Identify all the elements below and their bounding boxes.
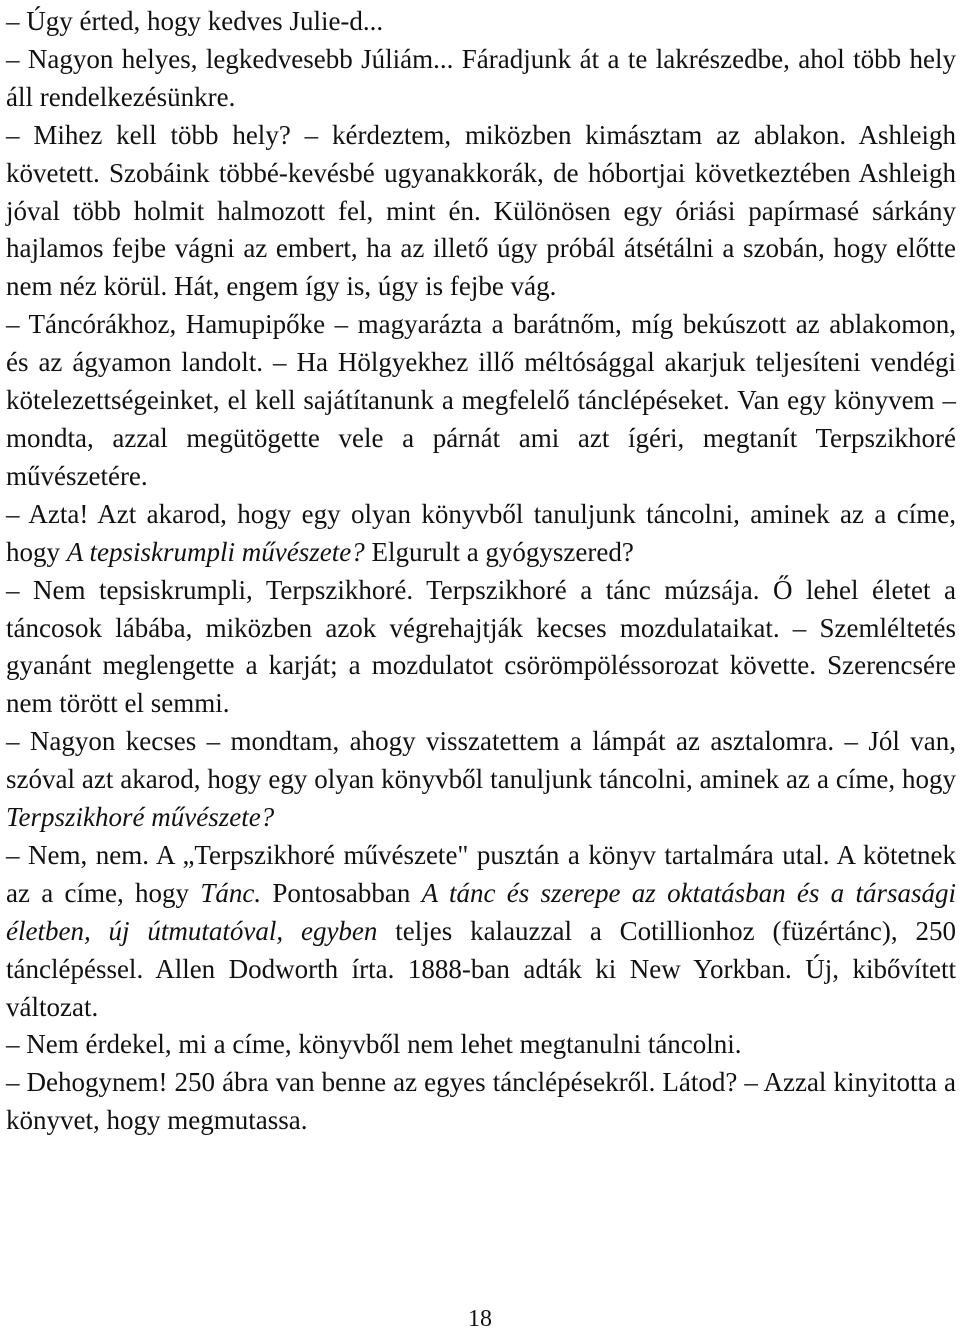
paragraph-text: Pontosabban: [261, 877, 422, 908]
book-title-italic: A tánc és szerepe az oktatásban és a társasági életben, új útmutatóval, egyben: [6, 877, 956, 946]
paragraph-text: teljes kalauzzal a Cotillionhoz (füzértánc), 250 tánclépéssel. Allen Dodworth írta. 1888-ban adták ki New Yorkban. Új, kibővített változat.: [6, 915, 956, 1022]
paragraph-text: Elgurult a gyógyszered?: [364, 536, 634, 567]
page-number: 18: [468, 1306, 492, 1332]
paragraph-text: – Nagyon helyes, legkedvesebb Júliám... Fáradjunk át a te lakrészedbe, ahol több hely áll rendelkezésünkre.: [6, 43, 956, 112]
paragraph-text: – Nem tepsiskrumpli, Terpszikhoré. Terpszikhoré a tánc múzsája. Ő lehel életet a táncosok lábába, miközben azok végrehajtják kecses mozdulataikat. – Szemléltetés gyanánt meglengette a karját; a mozdulatot csörömpöléssorozat követte. Szerencsére nem törött el semmi.: [6, 574, 956, 719]
paragraph-text: – Azta! Azt akarod, hogy egy olyan könyvből tanuljunk táncolni, aminek az a címe, hogy: [6, 498, 956, 567]
paragraph-7: [6, 723, 956, 837]
paragraph-text: – Nem, nem. A „Terpszikhoré művészete" pusztán a könyv tartalmára utal. A kötetnek az a címe, hogy: [6, 839, 956, 908]
paragraph-4: [6, 306, 956, 496]
book-title-italic: Terpszikhoré művészete?: [6, 802, 275, 833]
paragraph-3: [6, 117, 956, 307]
paragraph-text: – Dehogynem! 250 ábra van benne az egyes tánclépésekről. Látod? – Azzal kinyitotta a könyvet, hogy megmutassa.: [6, 1067, 956, 1136]
paragraph-9: [6, 1026, 956, 1064]
book-title-italic: Tánc.: [200, 877, 262, 908]
paragraph-10: [6, 1064, 956, 1140]
paragraph-text: – Nagyon kecses – mondtam, ahogy visszatettem a lámpát az asztalomra. – Jól van, szóval azt akarod, hogy egy olyan könyvből tanuljunk táncolni, aminek az a címe, hogy: [6, 726, 956, 795]
paragraph-2: [6, 41, 956, 117]
paragraph-text: – Táncórákhoz, Hamupipőke – magyarázta a barátnőm, míg bekúszott az ablakomon, és az ágyamon landolt. – Ha Hölgyekhez illő méltósággal akarjuk teljesíteni vendégi kötelezettségeinket, el kell sajátítanunk a megfelelő tánclépéseket. Van egy könyvem – mondta, azzal megütögette vele a párnát ami azt ígéri, megtanít Terpszikhoré művészetére.: [6, 309, 956, 491]
paragraph-8: [6, 837, 956, 1027]
book-title-italic: A tepsiskrumpli művészete?: [66, 536, 365, 567]
paragraph-1: [6, 3, 956, 41]
paragraph-text: – Mihez kell több hely? – kérdeztem, miközben kimásztam az ablakon. Ashleigh követett. Szobáink többé-kevésbé ugyanakkorák, de hóbortjai következtében Ashleigh jóval több holmit halmozott fel, mint én. Különösen egy óriási papírmasé sárkány hajlamos fejbe vágni az embert, ha az illető úgy próbál átsétálni a szobán, hogy előtte nem néz körül. Hát, engem így is, úgy is fejbe vág.: [6, 119, 956, 302]
paragraph-5: [6, 496, 956, 572]
paragraph-text: – Nem érdekel, mi a címe, könyvből nem lehet megtanulni táncolni.: [6, 1029, 742, 1060]
paragraph-6: [6, 572, 956, 724]
book-page: [6, 3, 956, 1140]
paragraph-text: – Úgy érted, hogy kedves Julie-d...: [6, 6, 384, 36]
